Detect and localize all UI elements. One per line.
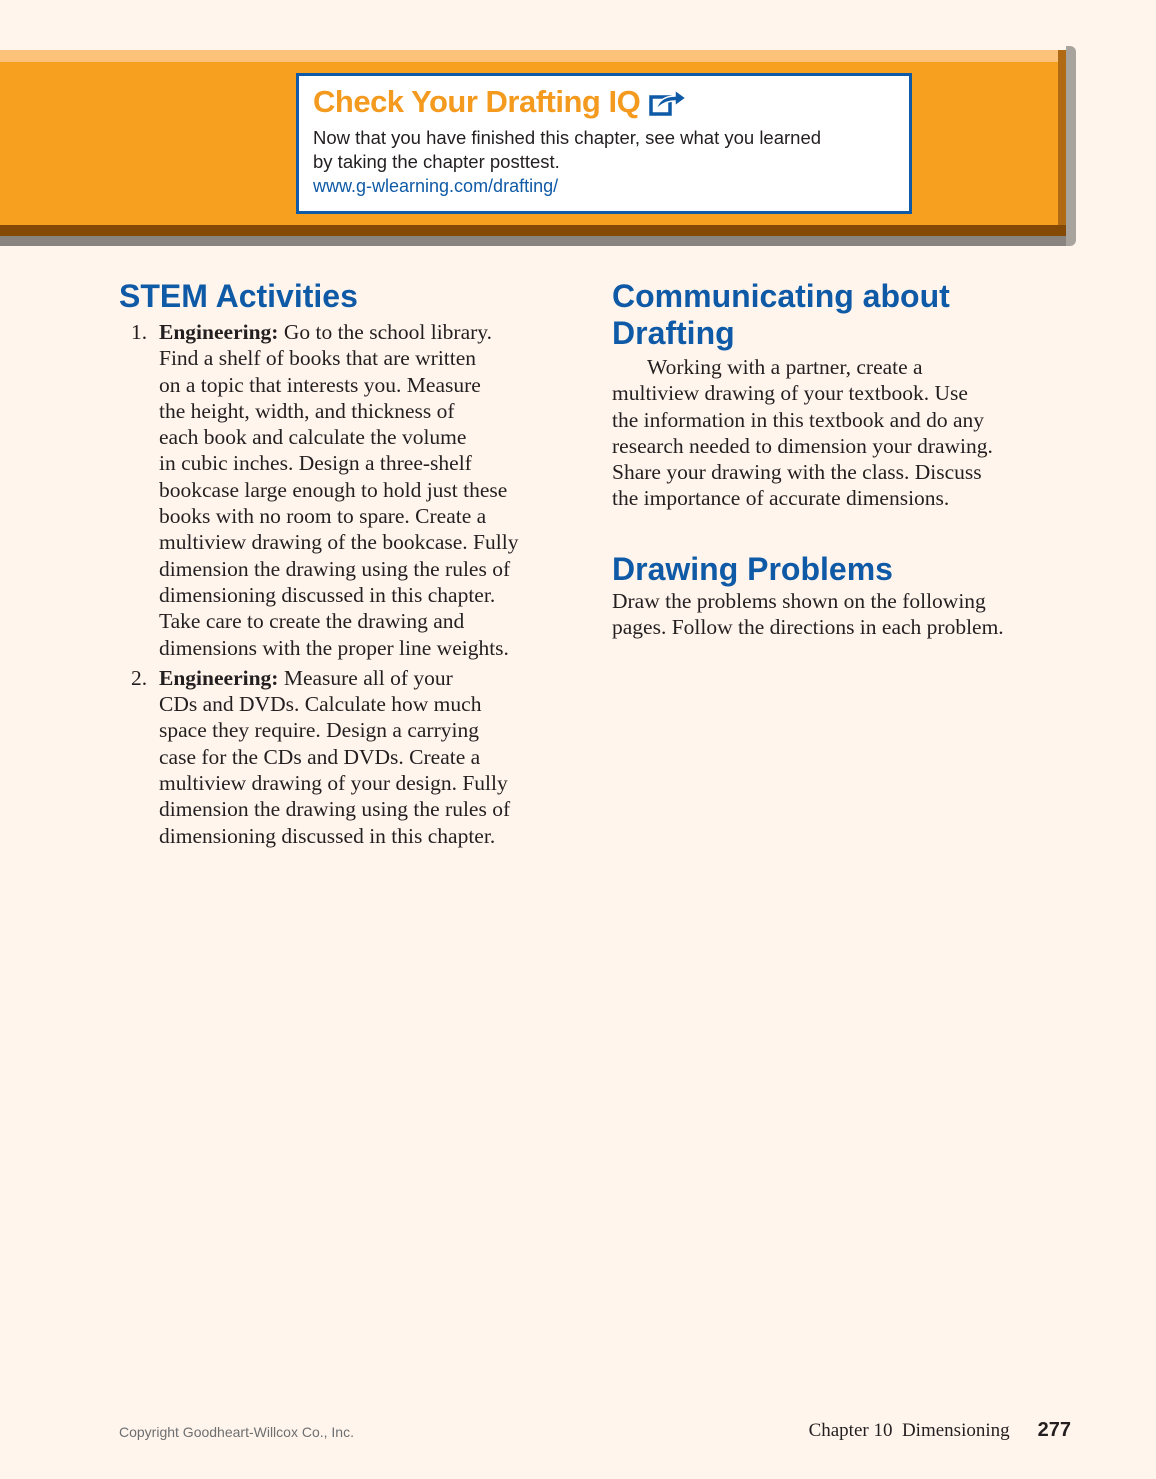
- text-line: Take care to create the drawing and: [159, 609, 465, 634]
- item-number: 2.: [131, 665, 148, 690]
- text-line: CDs and DVDs. Calculate how much: [159, 692, 482, 717]
- item-number: 1.: [131, 320, 148, 344]
- posttest-link[interactable]: www.g-wlearning.com/drafting/: [313, 176, 559, 196]
- check-iq-text-line: Now that you have finished this chapter, see what you learned: [313, 127, 822, 148]
- item-label: Engineering:: [159, 320, 279, 344]
- check-iq-title: [313, 82, 895, 122]
- communicating-section: [612, 278, 1082, 512]
- check-iq-box: [296, 73, 912, 214]
- text-line: dimensioning discussed in this chapter.: [159, 582, 496, 607]
- text-line: the importance of accurate dimensions.: [612, 486, 950, 511]
- drawing-problems-section: [612, 551, 1082, 641]
- text-line: on a topic that interests you. Measure: [159, 372, 481, 397]
- text-line: each book and calculate the volume: [159, 425, 467, 450]
- copyright: Copyright Goodheart-Willcox Co., Inc.: [119, 1424, 354, 1440]
- share-arrow-icon[interactable]: [648, 86, 688, 118]
- text-line: Find a shelf of books that are written: [159, 346, 477, 371]
- text-line: the information in this textbook and do any: [612, 407, 985, 432]
- item-label: Engineering:: [159, 665, 279, 690]
- text-line: case for the CDs and DVDs. Create a: [159, 744, 481, 769]
- check-iq-text: [313, 126, 895, 174]
- check-iq-title-text: Check Your Drafting IQ: [313, 84, 641, 119]
- text-line: research needed to dimension your drawing.: [612, 433, 993, 458]
- text-line: dimension the drawing using the rules of: [159, 797, 511, 822]
- stem-item: [119, 319, 589, 661]
- stem-item: [119, 665, 589, 849]
- text-line: Share your drawing with the class. Discuss: [612, 460, 982, 485]
- heading-line: Drafting: [612, 315, 735, 351]
- page-footer: [809, 1419, 1071, 1442]
- text-line: in cubic inches. Design a three-shelf: [159, 451, 472, 476]
- text-line: [159, 665, 589, 691]
- text-line: dimension the drawing using the rules of: [159, 556, 511, 581]
- text-line: Working with a partner, create a: [647, 355, 923, 379]
- text-line: the height, width, and thickness of: [159, 398, 455, 423]
- banner-shadow: [0, 236, 1074, 246]
- text-line: dimensions with the proper line weights.: [159, 635, 509, 660]
- text-line: bookcase large enough to hold just these: [159, 477, 508, 502]
- page-number: 277: [1037, 1419, 1071, 1441]
- text-line: dimensioning discussed in this chapter.: [159, 823, 496, 848]
- text-line: [159, 319, 589, 345]
- stem-list: [119, 319, 589, 849]
- banner-side-edge: [1066, 46, 1076, 246]
- communicating-heading: [612, 278, 1082, 352]
- text-line: space they require. Design a carrying: [159, 718, 479, 743]
- text-line: pages. Follow the directions in each problem.: [612, 615, 1004, 640]
- text-line: books with no room to spare. Create a: [159, 504, 487, 529]
- text-line: multiview drawing of your design. Fully: [159, 771, 508, 796]
- check-iq-text-line: by taking the chapter posttest.: [313, 151, 560, 172]
- drawing-problems-body: [612, 588, 1082, 641]
- heading-line: Communicating about: [612, 278, 950, 314]
- text-line: multiview drawing of the bookcase. Fully: [159, 530, 519, 555]
- communicating-body: [612, 354, 1082, 512]
- chapter-label: Chapter 10 Dimensioning: [808, 1420, 1010, 1441]
- text-line-content: Go to the school library.: [278, 320, 493, 344]
- text-line: multiview drawing of your textbook. Use: [612, 381, 968, 406]
- text-line-content: Measure all of your: [278, 665, 453, 690]
- stem-activities-section: [119, 278, 589, 849]
- text-line: Draw the problems shown on the following: [612, 589, 986, 613]
- drawing-problems-heading: Drawing Problems: [612, 551, 893, 587]
- stem-heading: STEM Activities: [119, 278, 358, 314]
